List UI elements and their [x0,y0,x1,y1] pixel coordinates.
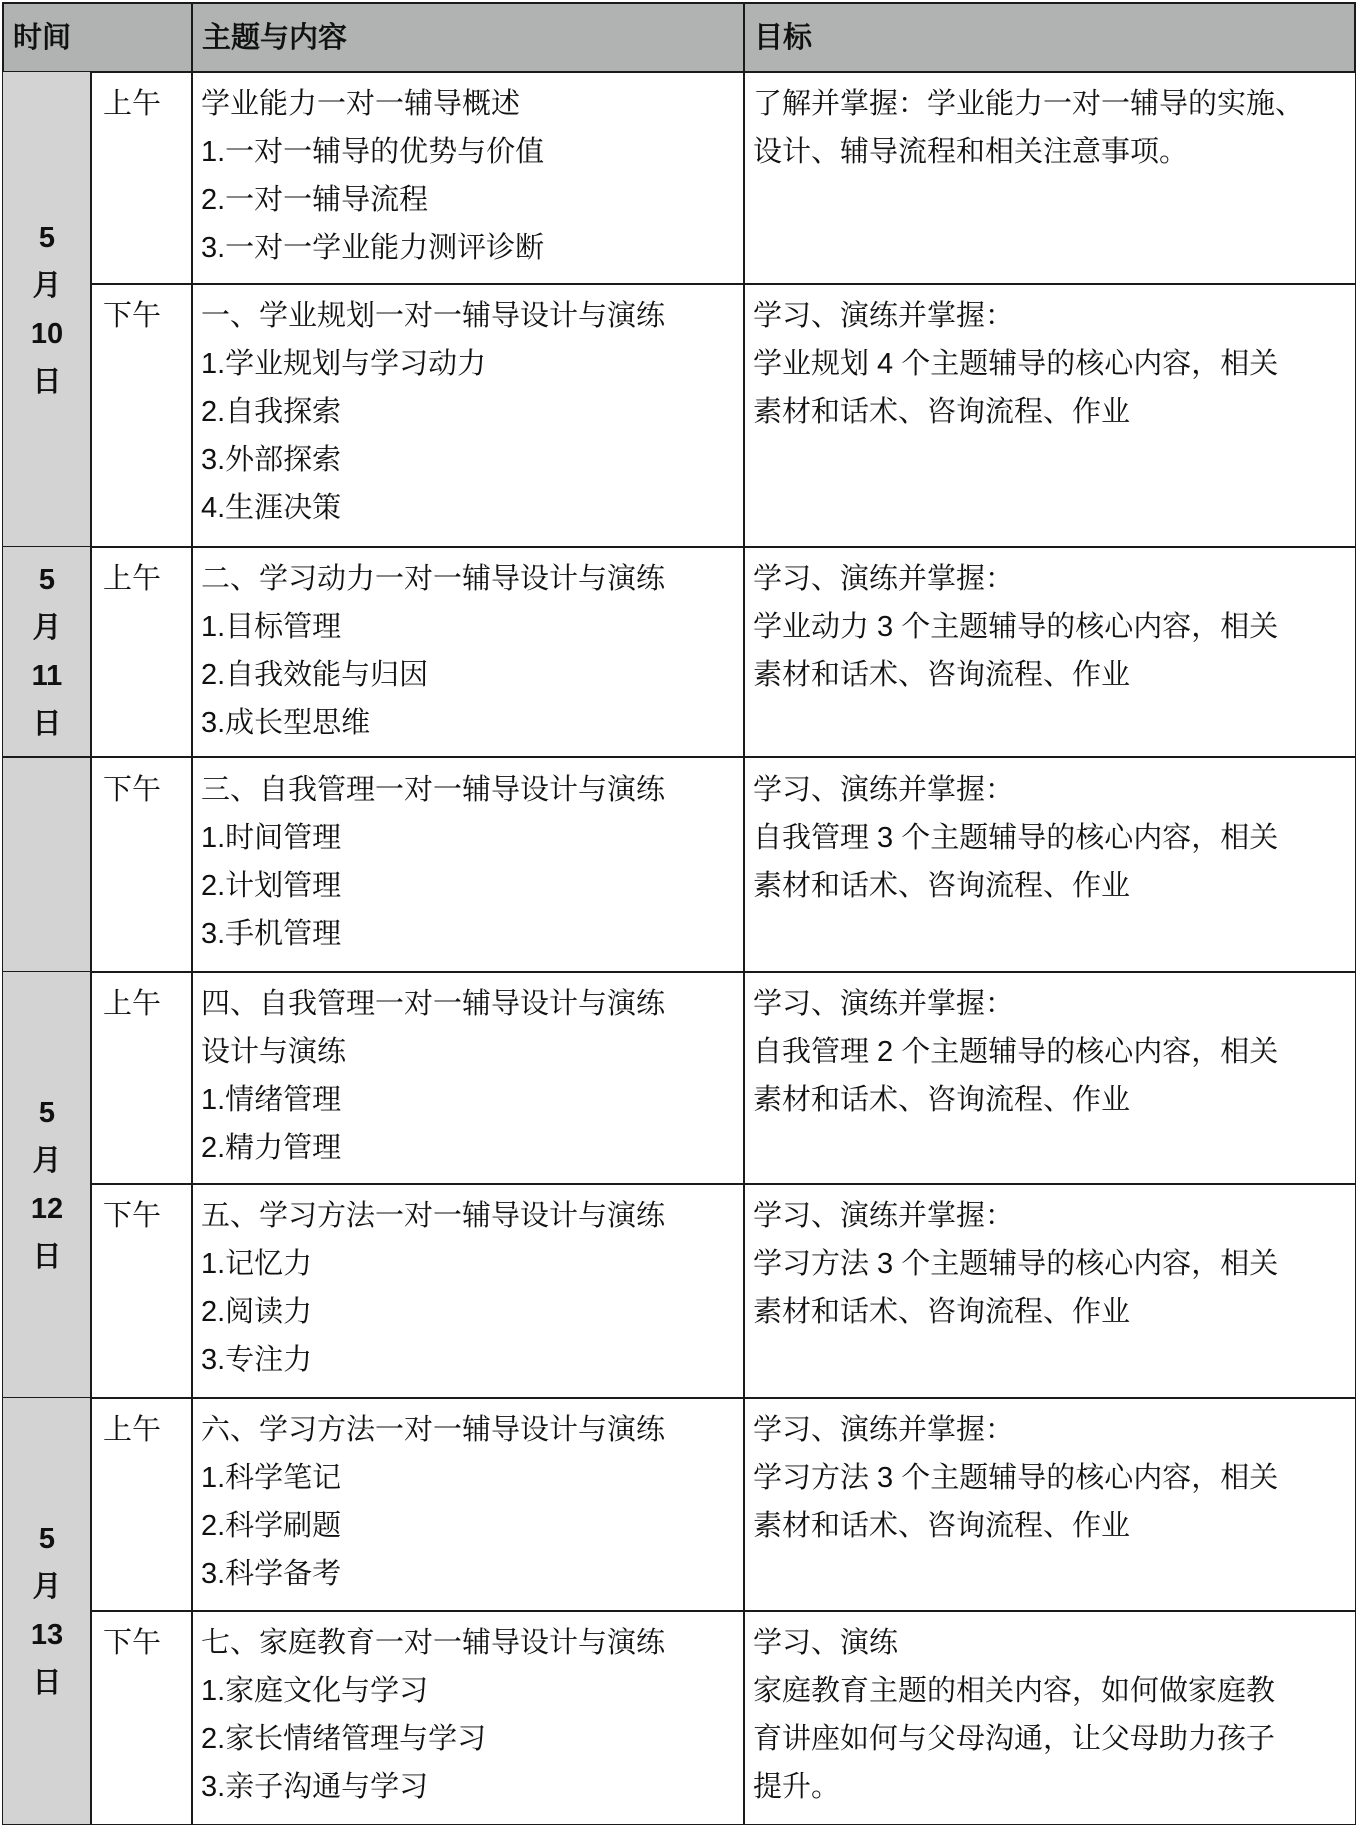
goal-cell [743,1183,1356,1399]
content-item: 2.一对一辅导流程 [201,184,429,216]
content-item: 1.记忆力 [201,1248,313,1280]
date-month-num: 5 [38,563,56,596]
date-day-num: 13 [30,1619,64,1651]
content-title: 五、学习方法一对一辅导设计与演练 [201,1200,666,1232]
content-item: 1.家庭文化与学习 [201,1675,429,1707]
goal-line: 学习、演练并掌握： [753,563,1015,595]
header-time: 时间 [2,2,193,73]
content-item: 1.一对一辅导的优势与价值 [201,136,545,168]
content-item: 3.成长型思维 [201,707,371,739]
period-cell: 上午 [90,546,193,757]
period-cell: 下午 [90,1610,193,1825]
date-day-num: 10 [30,317,64,350]
content-item: 2.家长情绪管理与学习 [201,1723,487,1755]
goal-line: 学业规划 4 个主题辅导的核心内容，相关 [753,348,1279,380]
goal-line: 素材和话术、咨询流程、作业 [753,659,1131,691]
date-month-char: 月 [32,1571,62,1603]
goal-line: 学习方法 3 个主题辅导的核心内容，相关 [753,1462,1279,1494]
content-cell [191,546,745,757]
goal-line: 提升。 [753,1771,841,1803]
content-item: 2.计划管理 [201,870,342,902]
date-day-num: 11 [31,659,63,692]
date-cell-may-10 [2,71,92,548]
content-item: 2.阅读力 [201,1296,313,1328]
period-cell: 上午 [90,1397,193,1612]
goal-line: 素材和话术、咨询流程、作业 [753,1510,1131,1542]
content-item: 3.一对一学业能力测评诊断 [201,232,545,264]
goal-cell [743,71,1356,285]
content-item: 1.目标管理 [201,611,342,643]
goal-line: 素材和话术、咨询流程、作业 [753,870,1131,902]
content-item: 2.科学刷题 [201,1510,342,1542]
date-month-num: 5 [38,1097,56,1129]
date-day-char: 日 [32,365,62,398]
goal-line: 了解并掌握：学业能力一对一辅导的实施、 [753,88,1305,120]
period-cell: 下午 [90,1183,193,1399]
content-cell [191,971,745,1185]
goal-cell [743,971,1356,1185]
goal-line: 学习、演练并掌握： [753,774,1015,806]
content-item: 1.科学笔记 [201,1462,342,1494]
content-title: 二、学习动力一对一辅导设计与演练 [201,563,666,595]
date-month-num: 5 [38,221,56,254]
goal-line: 学习、演练并掌握： [753,1414,1015,1446]
date-month-char: 月 [32,269,62,302]
goal-line: 素材和话术、咨询流程、作业 [753,396,1131,428]
goal-line: 学习、演练 [753,1627,899,1659]
goal-line: 素材和话术、咨询流程、作业 [753,1084,1131,1116]
goal-line: 育讲座如何与父母沟通，让父母助力孩子 [753,1723,1276,1755]
goal-line: 素材和话术、咨询流程、作业 [753,1296,1131,1328]
content-subtitle: 设计与演练 [201,1036,347,1068]
goal-cell [743,1397,1356,1612]
date-day-num: 12 [30,1193,64,1225]
content-item: 1.情绪管理 [201,1084,342,1116]
goal-line: 设计、辅导流程和相关注意事项。 [753,136,1189,168]
content-cell [191,1183,745,1399]
date-day-char: 日 [32,1241,62,1273]
period-cell: 上午 [90,71,193,285]
date-cell-may-13 [2,1397,92,1825]
content-item: 3.手机管理 [201,918,342,950]
content-item: 2.自我探索 [201,396,342,428]
content-title: 六、学习方法一对一辅导设计与演练 [201,1414,666,1446]
content-title: 学业能力一对一辅导概述 [201,88,521,120]
date-day-char: 日 [32,1667,62,1699]
date-month-num: 5 [38,1523,56,1555]
period-cell: 上午 [90,971,193,1185]
date-month-char: 月 [32,611,62,644]
content-cell [191,1610,745,1825]
content-item: 1.时间管理 [201,822,342,854]
date-cell-blank [2,757,92,973]
date-day-char: 日 [32,707,62,740]
content-cell [191,283,745,548]
date-month-char: 月 [32,1145,62,1177]
content-cell [191,1397,745,1612]
header-goal: 目标 [743,2,1356,73]
content-title: 三、自我管理一对一辅导设计与演练 [201,774,666,806]
content-item: 1.学业规划与学习动力 [201,348,487,380]
content-item: 2.自我效能与归因 [201,659,429,691]
date-cell-may-11 [2,546,92,757]
schedule-table [2,2,1356,1825]
goal-cell [743,283,1356,548]
content-cell [191,71,745,285]
goal-line: 家庭教育主题的相关内容，如何做家庭教 [753,1675,1276,1707]
goal-cell [743,546,1356,757]
goal-line: 学习、演练并掌握： [753,988,1015,1020]
goal-line: 学习、演练并掌握： [753,300,1015,332]
content-item: 3.专注力 [201,1344,313,1376]
goal-cell [743,757,1356,973]
goal-cell [743,1610,1356,1825]
goal-line: 学习方法 3 个主题辅导的核心内容，相关 [753,1248,1279,1280]
content-cell [191,757,745,973]
period-cell: 下午 [90,283,193,548]
content-item: 3.外部探索 [201,444,342,476]
content-item: 3.科学备考 [201,1558,342,1590]
content-title: 一、学业规划一对一辅导设计与演练 [201,300,666,332]
content-item: 2.精力管理 [201,1132,342,1164]
content-item: 3.亲子沟通与学习 [201,1771,429,1803]
content-title: 七、家庭教育一对一辅导设计与演练 [201,1627,666,1659]
goal-line: 学习、演练并掌握： [753,1200,1015,1232]
date-cell-may-12 [2,971,92,1399]
content-item: 4.生涯决策 [201,492,342,524]
goal-line: 学业动力 3 个主题辅导的核心内容，相关 [753,611,1279,643]
goal-line: 自我管理 2 个主题辅导的核心内容，相关 [753,1036,1279,1068]
content-title: 四、自我管理一对一辅导设计与演练 [201,988,666,1020]
period-cell: 下午 [90,757,193,973]
goal-line: 自我管理 3 个主题辅导的核心内容，相关 [753,822,1279,854]
header-content: 主题与内容 [191,2,745,73]
